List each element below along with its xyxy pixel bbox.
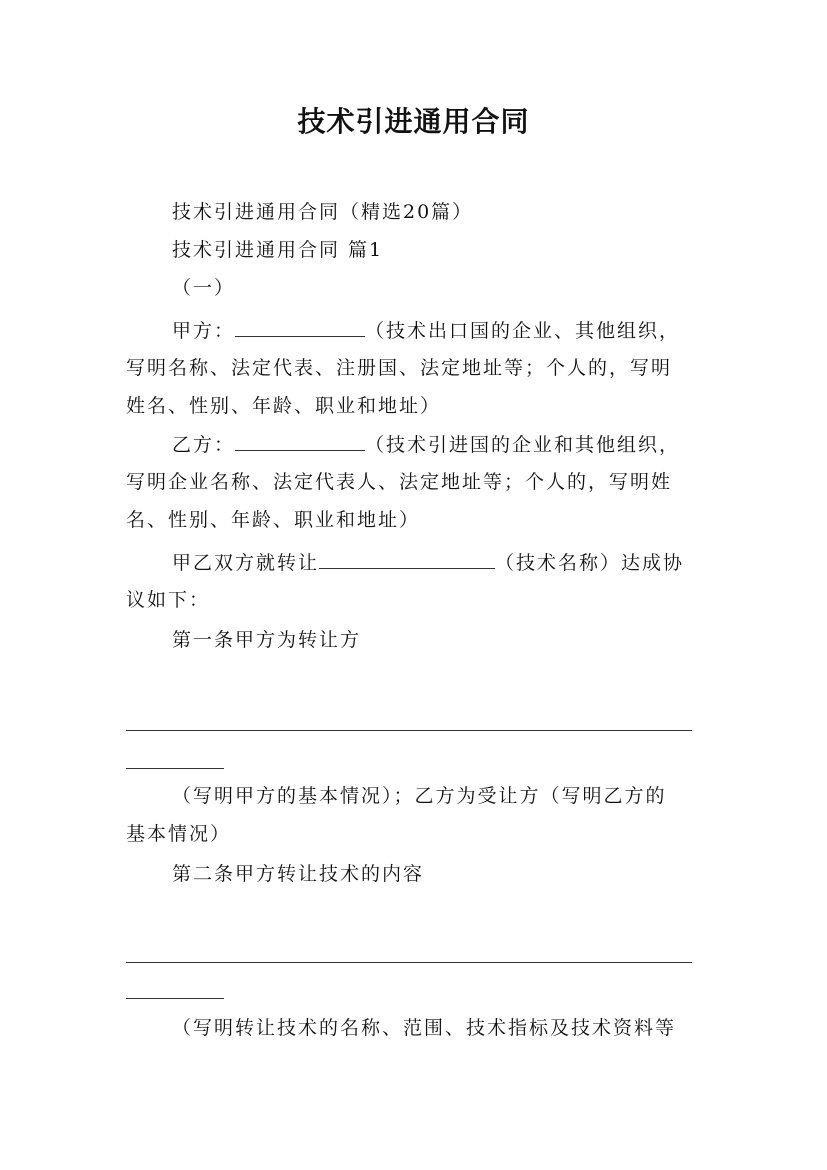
section-heading: 技术引进通用合同 篇1 — [172, 239, 384, 261]
party-a-blank — [235, 318, 365, 337]
article2-fill-line-1 — [126, 962, 692, 963]
party-b-line1 — [172, 432, 680, 457]
agreement-line1 — [172, 550, 684, 575]
article2-note-line1: （写明转让技术的名称、范围、技术指标及技术资料等 — [172, 1017, 677, 1039]
article1-heading: 第一条甲方为转让方 — [172, 629, 362, 651]
party-b-desc: （技术引进国的企业和其他组织， — [365, 434, 681, 456]
party-a-label: 甲方： — [172, 320, 236, 342]
agreement-prefix: 甲乙双方就转让 — [172, 552, 320, 574]
part-marker: （一） — [172, 277, 236, 299]
article1-fill-line-1 — [126, 730, 692, 731]
article2-fill-line-2 — [126, 998, 224, 999]
article2-heading: 第二条甲方转让技术的内容 — [172, 863, 425, 885]
party-a-desc: （技术出口国的企业、其他组织， — [365, 320, 681, 342]
agreement-suffix: （技术名称）达成协 — [495, 552, 685, 574]
document-subtitle: 技术引进通用合同（精选20篇） — [172, 201, 474, 223]
party-b-blank — [235, 432, 365, 451]
article1-note-line1: （写明甲方的基本情况）；乙方为受让方（写明乙方的 — [172, 785, 667, 807]
party-b-line3: 名、性别、年龄、职业和地址） — [126, 509, 421, 531]
party-a-line1 — [172, 318, 680, 343]
party-a-line3: 姓名、性别、年龄、职业和地址） — [126, 395, 442, 417]
article1-fill-line-2 — [126, 768, 224, 769]
party-b-label: 乙方： — [172, 434, 236, 456]
technology-name-blank — [319, 550, 495, 569]
article1-note-line2: 基本情况） — [126, 823, 232, 845]
party-a-line2: 写明名称、法定代表、注册国、法定地址等；个人的，写明 — [126, 357, 673, 379]
agreement-line2: 议如下： — [126, 589, 211, 611]
party-b-line2: 写明企业名称、法定代表人、法定地址等；个人的，写明姓 — [126, 471, 673, 493]
document-title: 技术引进通用合同 — [297, 105, 530, 138]
